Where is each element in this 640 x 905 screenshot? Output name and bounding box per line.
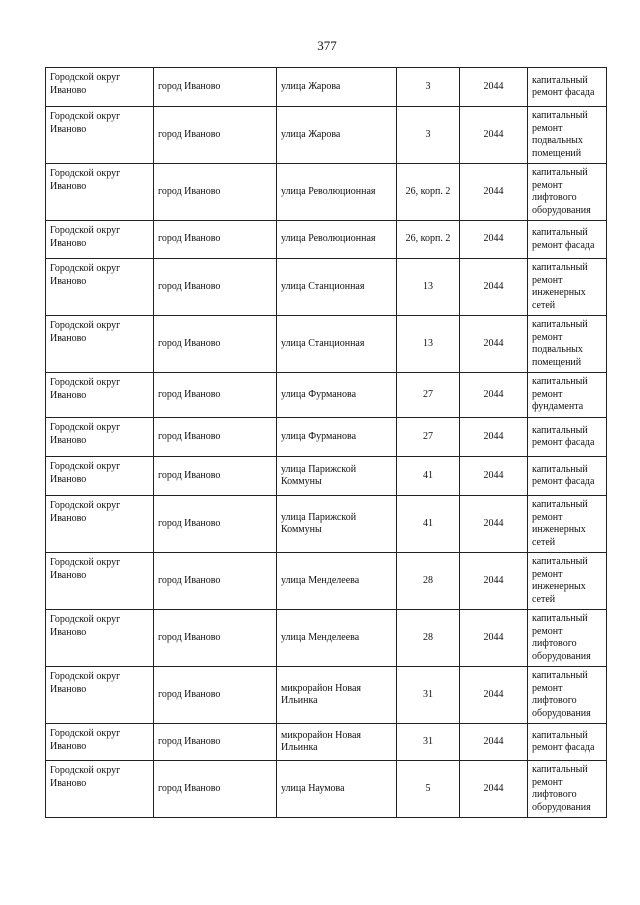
house-cell: 27 [397,418,460,457]
year-cell: 2044 [460,373,528,418]
table-row [46,610,607,667]
table-row [46,496,607,553]
okrug-cell: Городской округ Иваново [46,164,154,221]
table-row [46,418,607,457]
year-cell: 2044 [460,164,528,221]
okrug-cell: Городской округ Иваново [46,667,154,724]
okrug-cell: Городской округ Иваново [46,610,154,667]
street-cell: улица Фурманова [277,373,397,418]
okrug-cell: Городской округ Иваново [46,761,154,818]
year-cell: 2044 [460,610,528,667]
house-cell: 31 [397,724,460,761]
okrug-cell: Городской округ Иваново [46,373,154,418]
city-cell: город Иваново [154,667,277,724]
year-cell: 2044 [460,316,528,373]
okrug-cell: Городской округ Иваново [46,496,154,553]
city-cell: город Иваново [154,610,277,667]
year-cell: 2044 [460,457,528,496]
house-cell: 41 [397,457,460,496]
work-cell: капитальный ремонт фасада [528,724,607,761]
house-cell: 13 [397,259,460,316]
year-cell: 2044 [460,68,528,107]
house-cell: 28 [397,610,460,667]
house-cell: 5 [397,761,460,818]
work-cell: капитальный ремонт фасада [528,457,607,496]
year-cell: 2044 [460,761,528,818]
table-row [46,457,607,496]
year-cell: 2044 [460,221,528,259]
street-cell: улица Станционная [277,259,397,316]
house-cell: 28 [397,553,460,610]
street-cell: улица Наумова [277,761,397,818]
street-cell: улица Революционная [277,221,397,259]
okrug-cell: Городской округ Иваново [46,316,154,373]
street-cell: улица Менделеева [277,553,397,610]
okrug-cell: Городской округ Иваново [46,553,154,610]
table-row [46,164,607,221]
year-cell: 2044 [460,496,528,553]
house-cell: 26, корп. 2 [397,221,460,259]
okrug-cell: Городской округ Иваново [46,724,154,761]
table-row [46,667,607,724]
street-cell: улица Жарова [277,107,397,164]
city-cell: город Иваново [154,761,277,818]
street-cell: улица Станционная [277,316,397,373]
house-cell: 27 [397,373,460,418]
street-cell: микрорайон Новая Ильинка [277,724,397,761]
okrug-cell: Городской округ Иваново [46,418,154,457]
city-cell: город Иваново [154,259,277,316]
okrug-cell: Городской округ Иваново [46,107,154,164]
work-cell: капитальный ремонт подвальных помещений [528,316,607,373]
year-cell: 2044 [460,418,528,457]
house-cell: 3 [397,68,460,107]
city-cell: город Иваново [154,724,277,761]
table-row [46,107,607,164]
table-row [46,373,607,418]
house-cell: 26, корп. 2 [397,164,460,221]
year-cell: 2044 [460,553,528,610]
page-number: 377 [317,38,337,53]
work-cell: капитальный ремонт лифтового оборудования [528,164,607,221]
city-cell: город Иваново [154,373,277,418]
work-cell: капитальный ремонт лифтового оборудования [528,610,607,667]
work-cell: капитальный ремонт инженерных сетей [528,496,607,553]
okrug-cell: Городской округ Иваново [46,259,154,316]
city-cell: город Иваново [154,496,277,553]
city-cell: город Иваново [154,553,277,610]
year-cell: 2044 [460,667,528,724]
street-cell: улица Менделеева [277,610,397,667]
work-cell: капитальный ремонт инженерных сетей [528,553,607,610]
city-cell: город Иваново [154,221,277,259]
table-row [46,316,607,373]
city-cell: город Иваново [154,457,277,496]
table-row [46,724,607,761]
work-cell: капитальный ремонт инженерных сетей [528,259,607,316]
work-cell: капитальный ремонт фасада [528,68,607,107]
work-cell: капитальный ремонт фундамента [528,373,607,418]
table-row [46,68,607,107]
table-row [46,761,607,818]
work-cell: капитальный ремонт подвальных помещений [528,107,607,164]
city-cell: город Иваново [154,164,277,221]
house-cell: 31 [397,667,460,724]
street-cell: улица Парижской Коммуны [277,457,397,496]
repair-schedule-table [45,67,607,818]
okrug-cell: Городской округ Иваново [46,457,154,496]
house-cell: 41 [397,496,460,553]
work-cell: капитальный ремонт фасада [528,221,607,259]
city-cell: город Иваново [154,316,277,373]
work-cell: капитальный ремонт лифтового оборудования [528,761,607,818]
street-cell: улица Фурманова [277,418,397,457]
table-row [46,553,607,610]
year-cell: 2044 [460,724,528,761]
table-row [46,259,607,316]
city-cell: город Иваново [154,418,277,457]
house-cell: 13 [397,316,460,373]
street-cell: улица Жарова [277,68,397,107]
okrug-cell: Городской округ Иваново [46,221,154,259]
house-cell: 3 [397,107,460,164]
street-cell: улица Парижской Коммуны [277,496,397,553]
year-cell: 2044 [460,259,528,316]
year-cell: 2044 [460,107,528,164]
street-cell: микрорайон Новая Ильинка [277,667,397,724]
city-cell: город Иваново [154,68,277,107]
work-cell: капитальный ремонт фасада [528,418,607,457]
okrug-cell: Городской округ Иваново [46,68,154,107]
street-cell: улица Революционная [277,164,397,221]
city-cell: город Иваново [154,107,277,164]
table-row [46,221,607,259]
work-cell: капитальный ремонт лифтового оборудования [528,667,607,724]
